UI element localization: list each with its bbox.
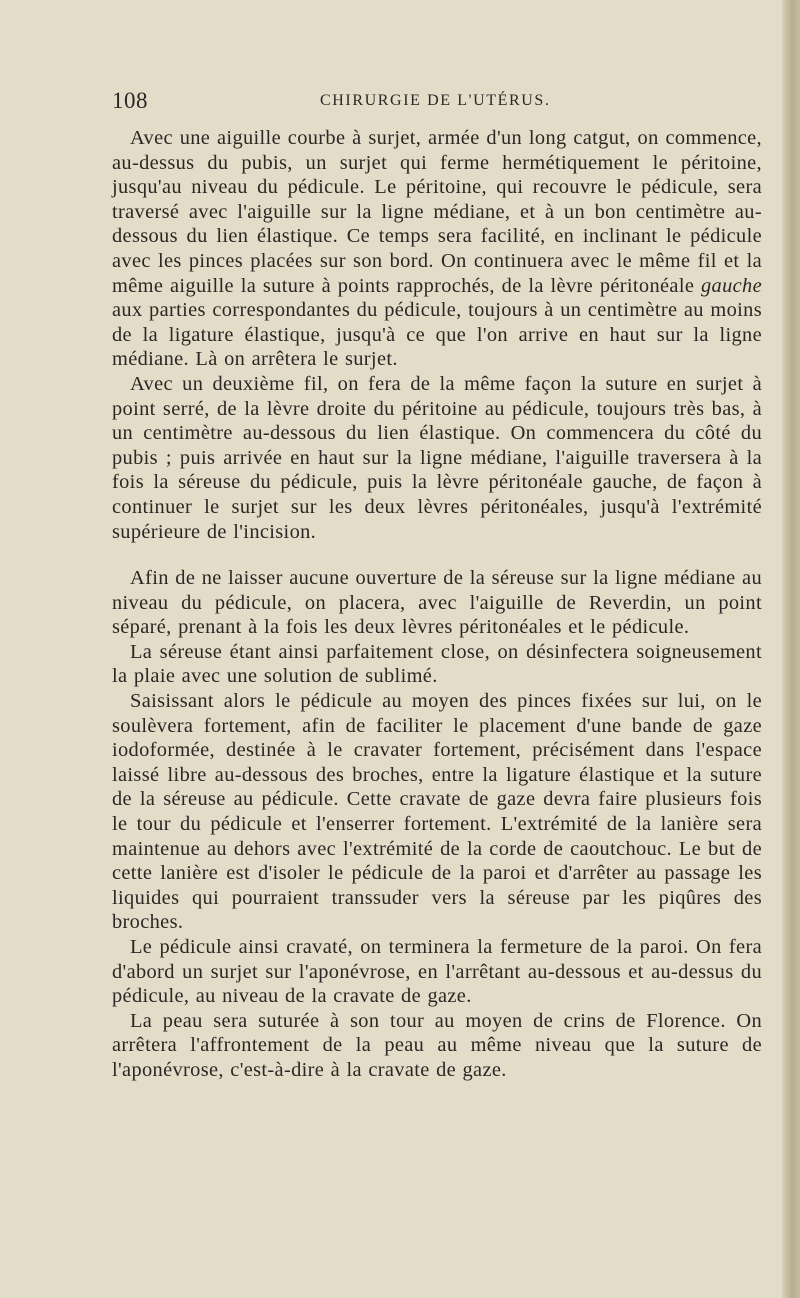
emphasis-gauche: gauche [701,274,762,297]
paragraph-1-text-start: Avec une aiguille courbe à surjet, armée d'un long catgut, on commence, au-dessus du pubis, un surjet qui ferme hermétiquement le péritoine, jusqu'au niveau du pédicule. Le péritoine, qui recouvre le pédicule, sera traversé avec l'aiguille sur la ligne médiane, et à un bon centimètre au-dessous du lien élastique. Ce temps sera facilité, en inclinant le pédicule avec les pinces placées sur son bord. On continuera avec le même fil et la même aiguille la suture à points rapprochés, de la lèvre péritonéale [112,127,762,297]
page-number: 108 [112,88,148,113]
paragraph-6: Le pédicule ainsi cravaté, on terminera la fermeture de la paroi. On fera d'abord un surjet sur l'aponévrose, en l'arrêtant au-dessous et au-dessus du pédicule, au niveau de la cravate de gaze. [112,936,762,1008]
body-text [112,126,762,1083]
page-header [112,88,752,118]
paragraph-2: Avec un deuxième fil, on fera de la même façon la suture en surjet à point serré, de la lèvre droite du péritoine au pédicule, toujours très bas, à un centimètre au-dessous du lien élastique. On commencera du côté du pubis ; puis arrivée en haut sur la ligne médiane, l'aiguille traversera à la fois la séreuse du pédicule, puis la lèvre péritonéale gauche, de façon à continuer le surjet sur les deux lèvres péritonéales, jusqu'à l'extrémité supérieure de l'incision. [112,372,762,543]
running-title: CHIRURGIE DE L'UTÉRUS. [320,92,551,109]
paragraph-1 [112,126,762,372]
page-spine-shadow [782,0,800,1298]
paragraph-3: Afin de ne laisser aucune ouverture de la séreuse sur la ligne médiane au niveau du pédicule, on placera, avec l'aiguille de Reverdin, un point séparé, prenant à la fois les deux lèvres péritonéales et le pédicule. [112,567,762,639]
paragraph-4: La séreuse étant ainsi parfaitement close, on désinfectera soigneusement la plaie avec une solution de sublimé. [112,640,762,688]
paragraph-5: Saisissant alors le pédicule au moyen des pinces fixées sur lui, on le soulèvera fortement, afin de faciliter le placement d'une bande de gaze iodoformée, destinée à le cravater fortement, précisément dans l'espace laissé libre au-dessous des broches, entre la ligature élastique et la suture de la séreuse au pédicule. Cette cravate de gaze devra faire plusieurs fois le tour du pédicule et l'enserrer fortement. L'extrémité de la lanière sera maintenue au dehors avec l'extrémité de la corde de caoutchouc. Le but de cette lanière est d'isoler le pédicule de la paroi et d'arrêter au passage les liquides qui pourraient transsuder vers la séreuse par les piqûres des broches. [112,690,762,934]
paragraph-7: La peau sera suturée à son tour au moyen de crins de Florence. On arrêtera l'affrontement de la peau au même niveau que la suture de l'aponévrose, c'est-à-dire à la cravate de gaze. [112,1009,762,1081]
paragraph-1-text-end: aux parties correspondantes du pédicule, toujours à un centimètre au moins de la ligature élastique, jusqu'à ce que l'on arrive en haut sur la ligne médiane. Là on arrêtera le surjet. [112,299,762,371]
